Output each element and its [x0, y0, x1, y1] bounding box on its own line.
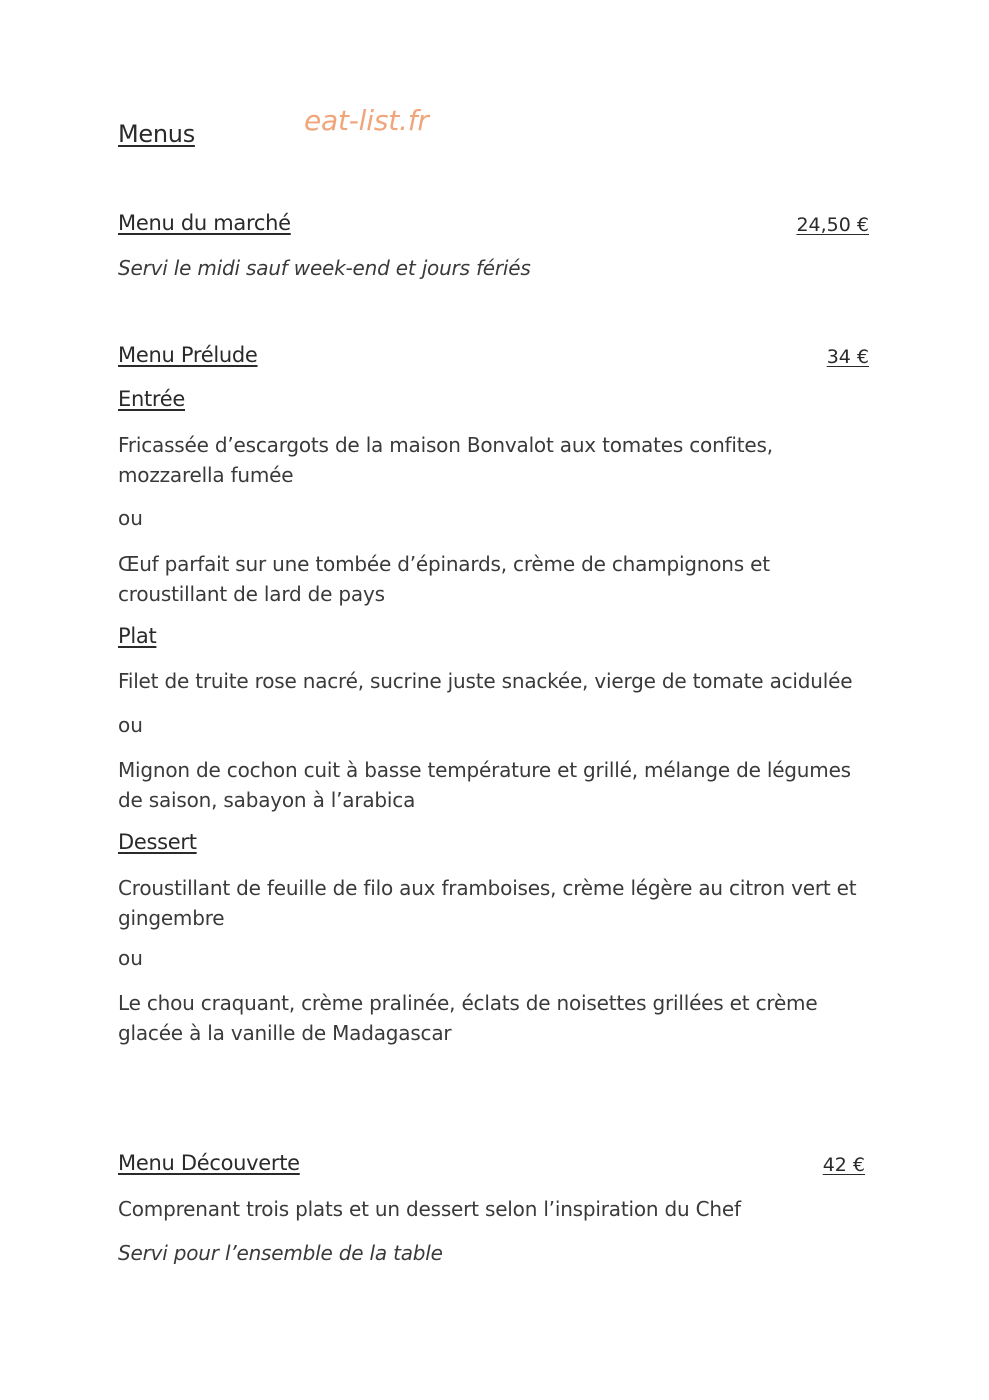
plat-option-2: Mignon de cochon cuit à basse température et grillé, mélange de légumes de saison, sabayon à l’arabica	[118, 758, 851, 812]
plat-heading: Plat	[118, 624, 157, 648]
menu-decouverte-description: Comprenant trois plats et un dessert selon l’inspiration du Chef	[118, 1197, 741, 1221]
entree-option-1: Fricassée d’escargots de la maison Bonvalot aux tomates confites, mozzarella fumée	[118, 433, 773, 487]
entree-or: ou	[118, 506, 143, 530]
menu-marche-price: 24,50 €	[796, 214, 869, 236]
dessert-option-2: Le chou craquant, crème pralinée, éclats de noisettes grillées et crème glacée à la vanille de Madagascar	[118, 991, 818, 1045]
dessert-or: ou	[118, 946, 143, 970]
menu-decouverte-title: Menu Découverte	[118, 1151, 300, 1175]
menu-prelude-title: Menu Prélude	[118, 343, 258, 367]
plat-option-1: Filet de truite rose nacré, sucrine juste snackée, vierge de tomate acidulée	[118, 669, 853, 693]
menu-marche-note: Servi le midi sauf week-end et jours fériés	[118, 256, 531, 280]
menu-decouverte-note: Servi pour l’ensemble de la table	[118, 1241, 443, 1265]
menu-prelude-price: 34 €	[826, 346, 869, 368]
dessert-option-1: Croustillant de feuille de filo aux framboises, crème légère au citron vert et gingembre	[118, 876, 857, 930]
entree-heading: Entrée	[118, 387, 186, 411]
watermark-logo: eat-list.fr	[304, 104, 429, 137]
entree-option-2: Œuf parfait sur une tombée d’épinards, crème de champignons et croustillant de lard de pays	[118, 552, 770, 606]
plat-or: ou	[118, 713, 143, 737]
menu-marche-title: Menu du marché	[118, 211, 291, 235]
menu-decouverte-price: 42 €	[822, 1154, 865, 1176]
page-title: Menus	[118, 120, 195, 148]
dessert-heading: Dessert	[118, 830, 197, 854]
